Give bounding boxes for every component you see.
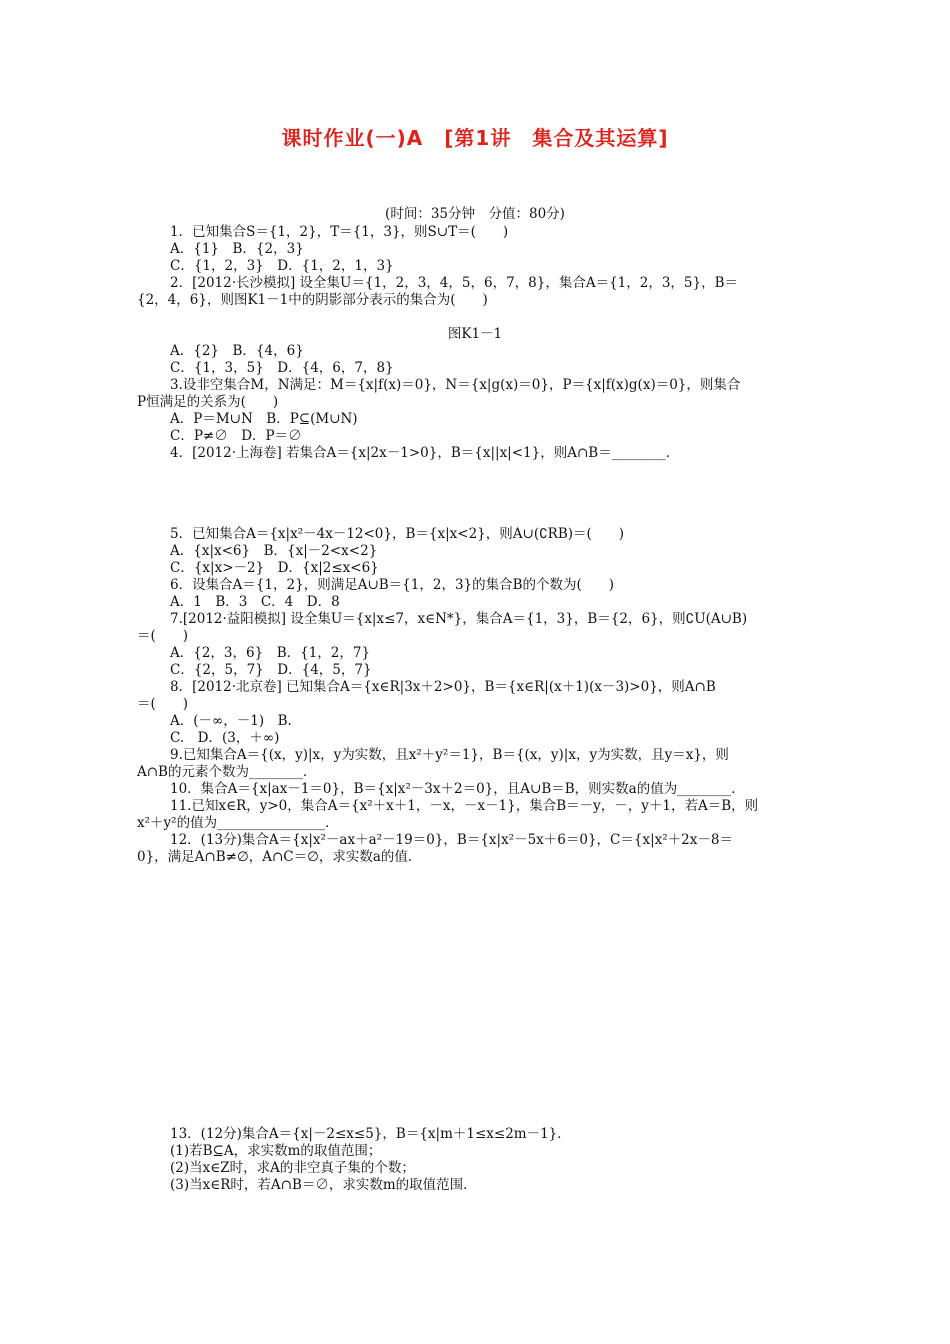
q3-stem-cont: P恒满足的关系为( ) <box>137 394 279 410</box>
q3-options-ab: A．P＝M∪N B．P⊆(M∪N) <box>170 411 358 427</box>
page-title: 课时作业(一)A [第1讲 集合及其运算] <box>281 126 669 150</box>
q8-options-ab: A．(－∞，－1) B. <box>170 713 292 729</box>
q5-options-cd: C．{x|x>－2} D．{x|2≤x<6} <box>170 560 379 576</box>
figure-caption: 图K1－1 <box>447 326 503 342</box>
q2-options-cd: C．{1，3，5} D．{4，6，7，8} <box>170 360 394 376</box>
q7-stem-cont: ＝( ) <box>137 628 189 644</box>
q8-stem-cont: ＝( ) <box>137 696 189 712</box>
q7-options-cd: C．{2，5，7} D．{4，5，7} <box>170 662 372 678</box>
q12-stem-cont: 0}，满足A∩B≠∅，A∩C＝∅，求实数a的值． <box>137 849 422 865</box>
q6-stem: 6．设集合A＝{1，2}，则满足A∪B＝{1，2，3}的集合B的个数为( ) <box>170 577 615 593</box>
q2-stem: 2．[2012·长沙模拟] 设全集U＝{1，2，3，4，5，6，7，8}，集合A＝{1，2，3，5}，B＝ <box>170 275 739 291</box>
q2-stem-cont: {2，4，6}，则图K1－1中的阴影部分表示的集合为( ) <box>137 292 488 308</box>
q13-stem: 13．(12分)集合A＝{x|－2≤x≤5}，B＝{x|m＋1≤x≤2m－1}． <box>170 1126 571 1142</box>
q1-options-cd: C．{1，2，3} D．{1，2，1，3} <box>170 258 394 274</box>
q4-stem: 4．[2012·上海卷] 若集合A＝{x|2x－1>0}，B＝{x||x|<1}，则A∩B＝________． <box>170 445 680 461</box>
q8-options-cd: C. D．(3，＋∞) <box>170 730 280 746</box>
q3-options-cd: C．P≠∅ D．P＝∅ <box>170 428 302 444</box>
q10-stem: 10．集合A＝{x|ax－1＝0}，B＝{x|x²－3x＋2＝0}，且A∪B＝B，则实数a的值为________． <box>170 781 745 797</box>
q6-options: A．1 B．3 C．4 D．8 <box>170 594 340 610</box>
q5-stem: 5．已知集合A＝{x|x²－4x－12<0}，B＝{x|x<2}，则A∪(∁RB)＝( ) <box>170 526 625 542</box>
q11-stem: 11.已知x∈R，y>0，集合A＝{x²＋x＋1，－x，－x－1}，集合B＝－y，－，y＋1，若A＝B，则 <box>170 798 759 814</box>
q8-stem: 8．[2012·北京卷] 已知集合A＝{x∈R|3x＋2>0}，B＝{x∈R|(x＋1)(x－3)>0}，则A∩B <box>170 679 716 695</box>
q3-stem: 3.设非空集合M，N满足：M＝{x|f(x)＝0}，N＝{x|g(x)＝0}，P＝{x|f(x)g(x)＝0}，则集合 <box>170 377 741 393</box>
q5-options-ab: A．{x|x<6} B．{x|－2<x<2} <box>170 543 378 559</box>
q1-stem: 1．已知集合S＝{1，2}，T＝{1，3}，则S∪T＝( ) <box>170 224 509 240</box>
q11-stem-cont: x²＋y²的值为________________． <box>137 815 339 831</box>
q9-stem-cont: A∩B的元素个数为________． <box>137 764 317 780</box>
q1-options-ab: A．{1} B．{2，3} <box>170 241 304 257</box>
q9-stem: 9.已知集合A＝{(x，y)|x，y为实数，且x²＋y²＝1}，B＝{(x，y)|x，y为实数，且y＝x}，则 <box>170 747 729 763</box>
q13-part3: (3)当x∈R时，若A∩B＝∅，求实数m的取值范围． <box>170 1177 477 1193</box>
q13-part1: (1)若B⊆A，求实数m的取值范围； <box>170 1143 382 1159</box>
q13-part2: (2)当x∈Z时，求A的非空真子集的个数； <box>170 1160 415 1176</box>
q12-stem: 12．(13分)集合A＝{x|x²－ax＋a²－19＝0}，B＝{x|x²－5x＋6＝0}，C＝{x|x²＋2x－8＝ <box>170 832 733 848</box>
q7-stem: 7.[2012·益阳模拟] 设全集U＝{x|x≤7，x∈N*}，集合A＝{1，3}，B＝{2，6}，则∁U(A∪B) <box>170 611 748 627</box>
q7-options-ab: A．{2，3，6} B．{1，2，7} <box>170 645 371 661</box>
time-score-info: (时间：35分钟 分值：80分) <box>385 206 565 222</box>
q2-options-ab: A．{2} B．{4，6} <box>170 343 304 359</box>
